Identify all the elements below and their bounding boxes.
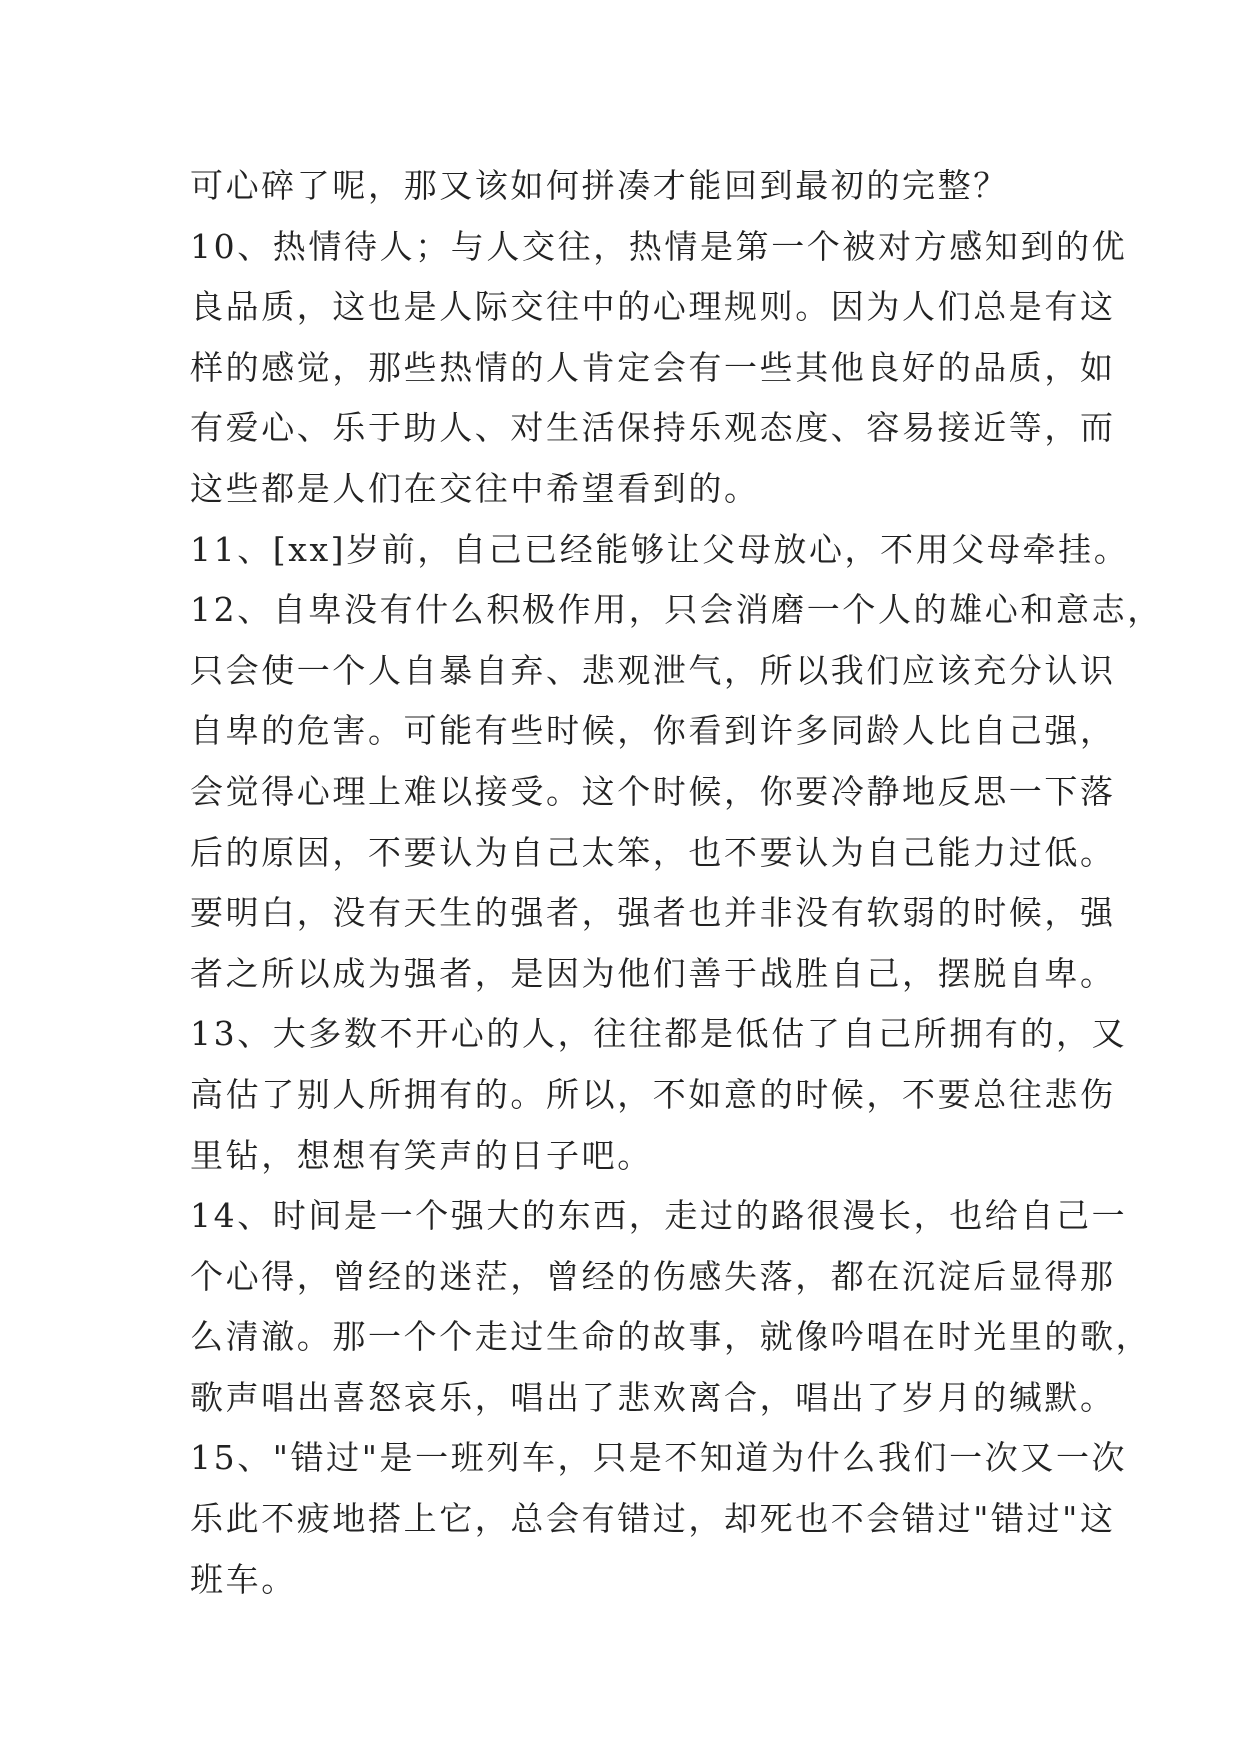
text-line: 乐此不疲地搭上它，总会有错过，却死也不会错过"错过"这 — [190, 1499, 1116, 1539]
text-line: 15、"错过"是一班列车，只是不知道为什么我们一次又一次 — [190, 1438, 1128, 1478]
text-line: 者之所以成为强者，是因为他们善于战胜自己，摆脱自卑。 — [190, 953, 1116, 993]
text-line: 里钻，想想有笑声的日子吧。 — [190, 1135, 653, 1175]
text-line: 可心碎了呢，那又该如何拼凑才能回到最初的完整？ — [190, 166, 1009, 205]
text-line: 11、[xx]岁前，自己已经能够让父母放心，不用父母牵挂。 — [190, 529, 1130, 569]
text-line: 后的原因，不要认为自己太笨，也不要认为自己能力过低。 — [190, 832, 1116, 872]
text-line: 只会使一个人自暴自弃、悲观泄气，所以我们应该充分认识 — [190, 650, 1116, 690]
text-line: 班车。 — [190, 1559, 297, 1599]
text-line: 会觉得心理上难以接受。这个时候，你要冷静地反思一下落 — [190, 771, 1116, 811]
text-line: 有爱心、乐于助人、对生活保持乐观态度、容易接近等，而 — [190, 408, 1116, 448]
text-line: 要明白，没有天生的强者，强者也并非没有软弱的时候，强 — [190, 893, 1116, 933]
text-line: 样的感觉，那些热情的人肯定会有一些其他良好的品质，如 — [190, 347, 1116, 387]
body-text — [190, 156, 1163, 1610]
text-line: 个心得，曾经的迷茫，曾经的伤感失落，都在沉淀后显得那 — [190, 1256, 1116, 1296]
text-line: 高估了别人所拥有的。所以，不如意的时候，不要总往悲伤 — [190, 1074, 1116, 1114]
text-line: 13、大多数不开心的人，往往都是低估了自己所拥有的，又 — [190, 1014, 1128, 1054]
text-line: 么清澈。那一个个走过生命的故事，就像吟唱在时光里的歌， — [190, 1317, 1152, 1357]
text-line: 14、时间是一个强大的东西，走过的路很漫长，也给自己一 — [190, 1196, 1128, 1236]
text-line: 良品质，这也是人际交往中的心理规则。因为人们总是有这 — [190, 287, 1116, 327]
text-line: 12、自卑没有什么积极作用，只会消磨一个人的雄心和意志， — [190, 590, 1163, 630]
text-line: 这些都是人们在交往中希望看到的。 — [190, 468, 760, 508]
text-line: 自卑的危害。可能有些时候，你看到许多同龄人比自己强， — [190, 711, 1116, 751]
text-line: 10、热情待人；与人交往，热情是第一个被对方感知到的优 — [190, 226, 1128, 266]
text-line: 歌声唱出喜怒哀乐，唱出了悲欢离合，唱出了岁月的缄默。 — [190, 1377, 1116, 1417]
